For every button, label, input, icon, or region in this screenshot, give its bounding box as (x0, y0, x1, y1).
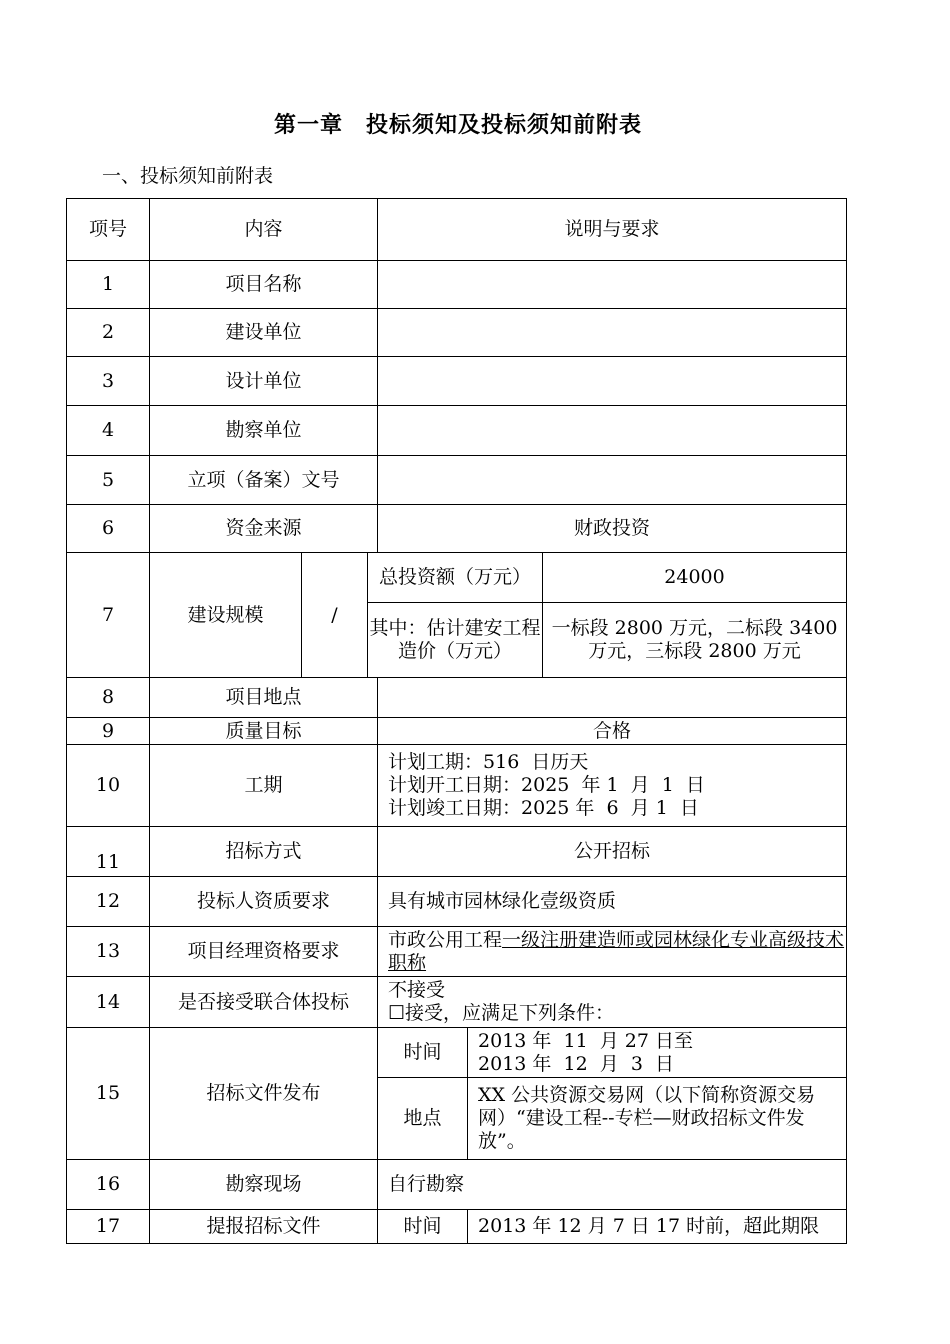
row-no: 2 (67, 309, 150, 357)
row-no: 10 (67, 745, 150, 827)
table-row (67, 1160, 847, 1210)
row-content: 投标人资质要求 (150, 877, 378, 927)
bid-notice-table (66, 198, 847, 1244)
total-investment-value: 24000 (543, 553, 847, 603)
row-desc (378, 927, 847, 977)
row-no: 12 (67, 877, 150, 927)
row-desc: 具有城市园林绿化壹级资质 (378, 877, 847, 927)
row-content: 项目经理资格要求 (150, 927, 378, 977)
desc-underlined: 高级技术职称 (388, 928, 845, 974)
row-desc (378, 456, 847, 505)
row-no: 16 (67, 1160, 150, 1210)
row-content: 建设规模 (150, 553, 302, 678)
row-content: 质量目标 (150, 718, 378, 745)
table-header-row (67, 199, 847, 261)
submission-deadline: 2013 年 12 月 7 日 17 时前，超此期限 (468, 1210, 847, 1244)
table-row (67, 553, 847, 603)
row-content: 招标文件发布 (150, 1028, 378, 1160)
row-no: 11 (67, 827, 150, 877)
row-no: 13 (67, 927, 150, 977)
header-no: 项号 (67, 199, 150, 261)
row-content: 项目名称 (150, 261, 378, 309)
table-row (67, 745, 847, 827)
row-desc (378, 309, 847, 357)
release-end: 2013 年 12 月 3 日 (478, 1052, 674, 1075)
planned-start-date: 计划开工日期：2025 年 1 月 1 日 (388, 774, 705, 796)
row-desc: 自行勘察 (378, 1160, 847, 1210)
row-desc (378, 678, 847, 718)
row-desc (378, 261, 847, 309)
place-label: 地点 (378, 1078, 468, 1160)
row-desc (378, 406, 847, 456)
row-content: 立项（备案）文号 (150, 456, 378, 505)
row-desc (378, 357, 847, 406)
row-content: 招标方式 (150, 827, 378, 877)
row-content: 建设单位 (150, 309, 378, 357)
table-row (67, 827, 847, 877)
row-content: 勘察单位 (150, 406, 378, 456)
total-investment-label: 总投资额（万元） (368, 553, 543, 603)
desc-underlined: 一级注册建造师或园林绿化专业 (502, 928, 769, 951)
table-row (67, 718, 847, 745)
release-place: XX 公共资源交易网（以下简称资源交易网）“建设工程--专栏—财政招标文件发放”。 (468, 1078, 847, 1160)
time-label: 时间 (378, 1028, 468, 1078)
row-desc: 公开招标 (378, 827, 847, 877)
table-row (67, 1210, 847, 1244)
row-no: 3 (67, 357, 150, 406)
table-row (67, 309, 847, 357)
table-row (67, 927, 847, 977)
table-row (67, 1028, 847, 1078)
table-row (67, 678, 847, 718)
row-desc: 合格 (378, 718, 847, 745)
planned-end-date: 计划竣工日期：2025 年 6 月 1 日 (388, 797, 699, 819)
row-desc (378, 977, 847, 1028)
row-content: 工期 (150, 745, 378, 827)
table-row (67, 456, 847, 505)
row-desc: 财政投资 (378, 505, 847, 553)
consortium-accepted-option: ☐接受，应满足下列条件： (388, 1002, 615, 1024)
construction-cost-label: 其中：估计建安工程造价（万元） (368, 603, 543, 678)
desc-part: 市政公用工程 (388, 928, 503, 951)
row-no: 1 (67, 261, 150, 309)
row-no: 15 (67, 1028, 150, 1160)
release-start: 2013 年 11 月 27 日至 (478, 1029, 693, 1052)
row-no: 17 (67, 1210, 150, 1244)
row-content: 资金来源 (150, 505, 378, 553)
consortium-not-accepted: 不接受 (388, 979, 446, 1001)
table-row (67, 505, 847, 553)
table-row (67, 877, 847, 927)
table-row (67, 977, 847, 1028)
time-label: 时间 (378, 1210, 468, 1244)
construction-cost-value: 一标段 2800 万元，二标段 3400 万元，三标段 2800 万元 (543, 603, 847, 678)
row-no: 8 (67, 678, 150, 718)
row-content: 提报招标文件 (150, 1210, 378, 1244)
row-no: 9 (67, 718, 150, 745)
row-content: 勘察现场 (150, 1160, 378, 1210)
row-content: 设计单位 (150, 357, 378, 406)
row-slash: / (302, 553, 368, 678)
row-no: 14 (67, 977, 150, 1028)
section-subtitle: 一、投标须知前附表 (102, 165, 274, 187)
table-row (67, 261, 847, 309)
chapter-title: 第一章 投标须知及投标须知前附表 (273, 112, 642, 138)
row-content: 是否接受联合体投标 (150, 977, 378, 1028)
planned-duration: 计划工期：516 日历天 (388, 751, 589, 773)
header-content: 内容 (150, 199, 378, 261)
row-no: 7 (67, 553, 150, 678)
row-no: 5 (67, 456, 150, 505)
release-time (468, 1028, 847, 1078)
table-row (67, 406, 847, 456)
row-no: 6 (67, 505, 150, 553)
row-no: 4 (67, 406, 150, 456)
row-content: 项目地点 (150, 678, 378, 718)
row-desc (378, 745, 847, 827)
table-row (67, 357, 847, 406)
header-desc: 说明与要求 (378, 199, 847, 261)
